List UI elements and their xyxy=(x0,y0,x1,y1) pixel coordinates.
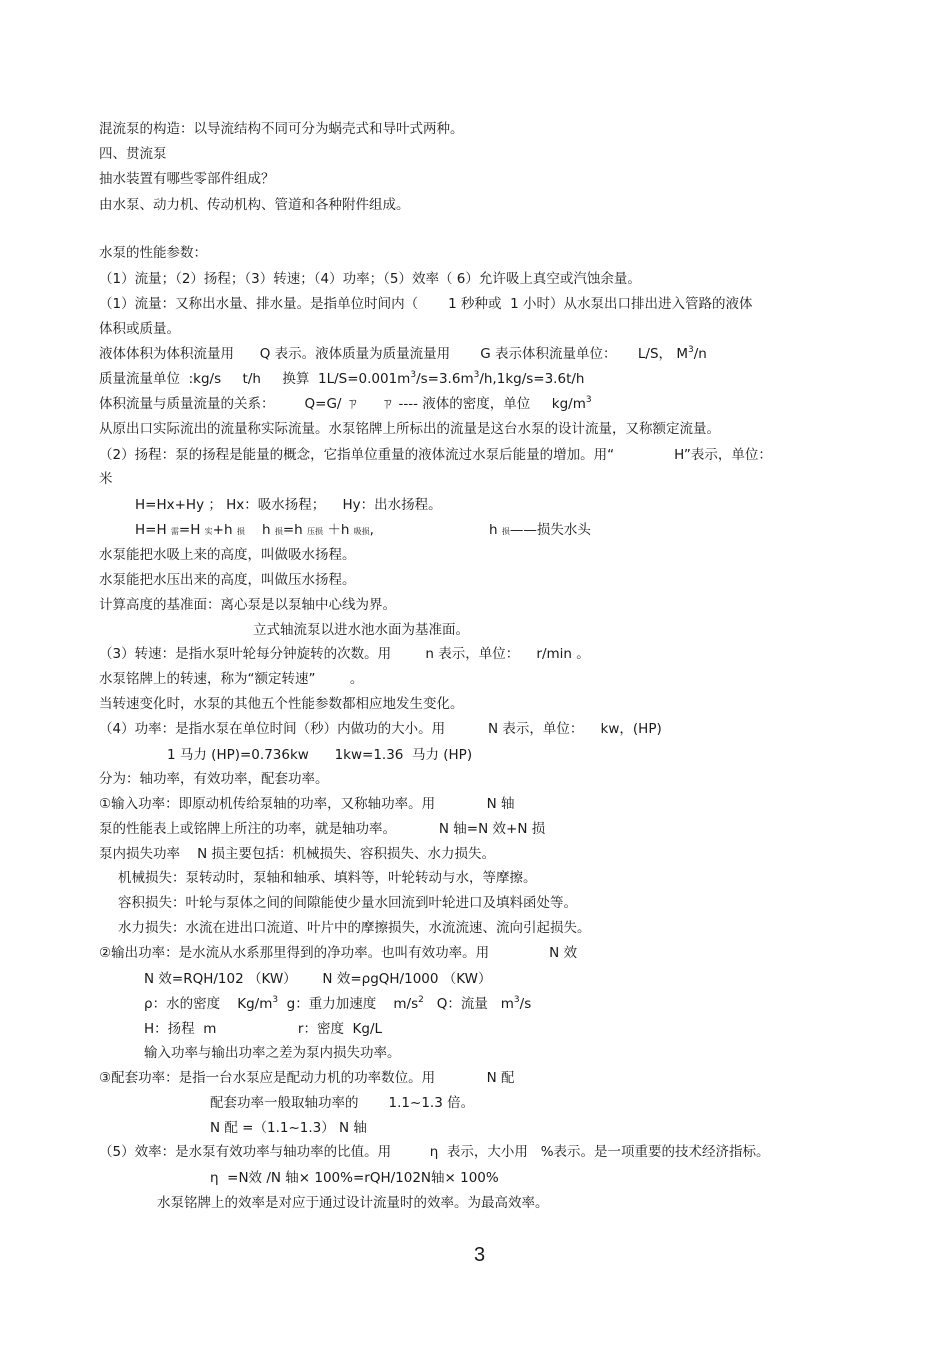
text-line: 由水泵、动力机、传动机构、管道和各种附件组成。 xyxy=(99,197,410,213)
text-line: 容积损失：叶轮与泵体之间的间隙能使少量水回流到叶轮进口及填料函处等。 xyxy=(118,895,577,911)
text-line: 计算高度的基准面：离心泵是以泵轴中心线为界。 xyxy=(99,597,396,613)
formula-line: H=H 需=H 实+h 损 h 损=h 压损 ＋h 吸损, h 损——损失水头 xyxy=(135,522,591,538)
text-line: 配套功率一般取轴功率的 1.1~1.3 倍。 xyxy=(210,1095,475,1111)
text-line: （2）扬程：泵的扬程是能量的概念，它指单位重量的液体流过水泵后能量的增加。用“ H”表示，单位： xyxy=(99,447,772,463)
text-line: 液体体积为体积流量用 Q 表示。液体质量为质量流量用 G 表示体积流量单位： L/S， $M^3/n$ xyxy=(99,345,707,362)
formula-line: N 配 =（1.1~1.3） N 轴 xyxy=(210,1120,367,1136)
formula-line: H=Hx+Hy ； Hx：吸水扬程； Hy：出水扬程。 xyxy=(135,497,442,513)
text-line: （1）流量：又称出水量、排水量。是指单位时间内（ 1 秒种或 1 小时）从水泵出口排出进入管路的液体 xyxy=(99,296,753,312)
text-line: 体积或质量。 xyxy=(99,321,180,337)
text-line: （4）功率：是指水泵在单位时间（秒）内做功的大小。用 N 表示，单位： kw，(HP) xyxy=(99,721,662,737)
section-heading: 四、贯流泵 xyxy=(99,146,167,162)
text-line: 当转速变化时，水泵的其他五个性能参数都相应地发生变化。 xyxy=(99,696,464,712)
text-line: 泵的性能表上或铭牌上所注的功率，就是轴功率。 N 轴=N 效+N 损 xyxy=(99,821,546,837)
text-line: 水力损失：水流在进出口流道、叶片中的摩擦损失，水流流速、流向引起损失。 xyxy=(118,920,591,936)
text-line: 米 xyxy=(99,471,113,487)
text-line: 输入功率与输出功率之差为泵内损失功率。 xyxy=(144,1045,401,1061)
text-line: 质量流量单位 :kg/s t/h 换算 $1L/S=0.001m^3/s=3.6m^3/h,1kg/s=3.6t/h$ xyxy=(99,370,585,387)
text-line: 从原出口实际流出的流量称实际流量。水泵铭牌上所标出的流量是这台水泵的设计流量，又称额定流量。 xyxy=(99,421,720,437)
text-line: 水泵能把水压出来的高度，叫做压水扬程。 xyxy=(99,572,356,588)
text-line: 抽水装置有哪些零部件组成？ xyxy=(99,171,275,187)
text-line: 水泵铭牌上的转速，称为“额定转速” 。 xyxy=(99,671,364,687)
text-line: ③配套功率：是指一台水泵应是配动力机的功率数位。用 N 配 xyxy=(99,1070,515,1086)
formula-line: ρ：水的密度 $Kg/m^3$ g：重力加速度 $m/s^2$ Q：流量 $m^3/s$ xyxy=(144,995,532,1012)
text-line: （1）流量；（2）扬程；（3）转速；（4）功率；（5）效率（ 6）允许吸上真空或汽蚀余量。 xyxy=(99,271,641,287)
formula-line: η =N效 /N 轴× 100%=rQH/102N轴× 100% xyxy=(210,1170,499,1186)
text-line: 混流泵的构造：以导流结构不同可分为蜗壳式和导叶式两种。 xyxy=(99,121,464,137)
text-line: ②输出功率：是水流从水系那里得到的净功率。也叫有效功率。用 N 效 xyxy=(99,945,578,961)
text-line: 立式轴流泵以进水池水面为基准面。 xyxy=(253,622,469,638)
text-line: 分为：轴功率，有效功率，配套功率。 xyxy=(99,771,329,787)
text-line: 泵内损失功率 N 损主要包括：机械损失、容积损失、水力损失。 xyxy=(99,846,496,862)
text-line: 水泵的性能参数： xyxy=(99,245,207,261)
formula-line: H：扬程 m r：密度 Kg/L xyxy=(144,1021,383,1037)
formula-line: N 效=RQH/102 （KW） N 效=ρgQH/1000 （KW） xyxy=(144,971,492,987)
text-line: 体积流量与质量流量的关系： Q=G/ ㄗ ㄗ ---- 液体的密度，单位 $kg/m^3$ xyxy=(99,395,592,412)
text-line: 水泵铭牌上的效率是对应于通过设计流量时的效率。为最高效率。 xyxy=(157,1195,549,1211)
text-line: 水泵能把水吸上来的高度，叫做吸水扬程。 xyxy=(99,547,356,563)
formula-line: 1 马力 (HP)=0.736kw 1kw=1.36 马力 (HP) xyxy=(167,747,473,763)
text-line: 机械损失：泵转动时，泵轴和轴承、填料等，叶轮转动与水，等摩擦。 xyxy=(118,870,537,886)
page-number: 3 xyxy=(474,1244,486,1266)
text-line: ①输入功率：即原动机传给泵轴的功率，又称轴功率。用 N 轴 xyxy=(99,796,515,812)
text-line: （3）转速：是指水泵叶轮每分钟旋转的次数。用 n 表示，单位： r/min 。 xyxy=(99,646,590,662)
text-line: （5）效率：是水泵有效功率与轴功率的比值。用 η 表示，大小用 %表示。是一项重要的技术经济指标。 xyxy=(99,1144,770,1160)
